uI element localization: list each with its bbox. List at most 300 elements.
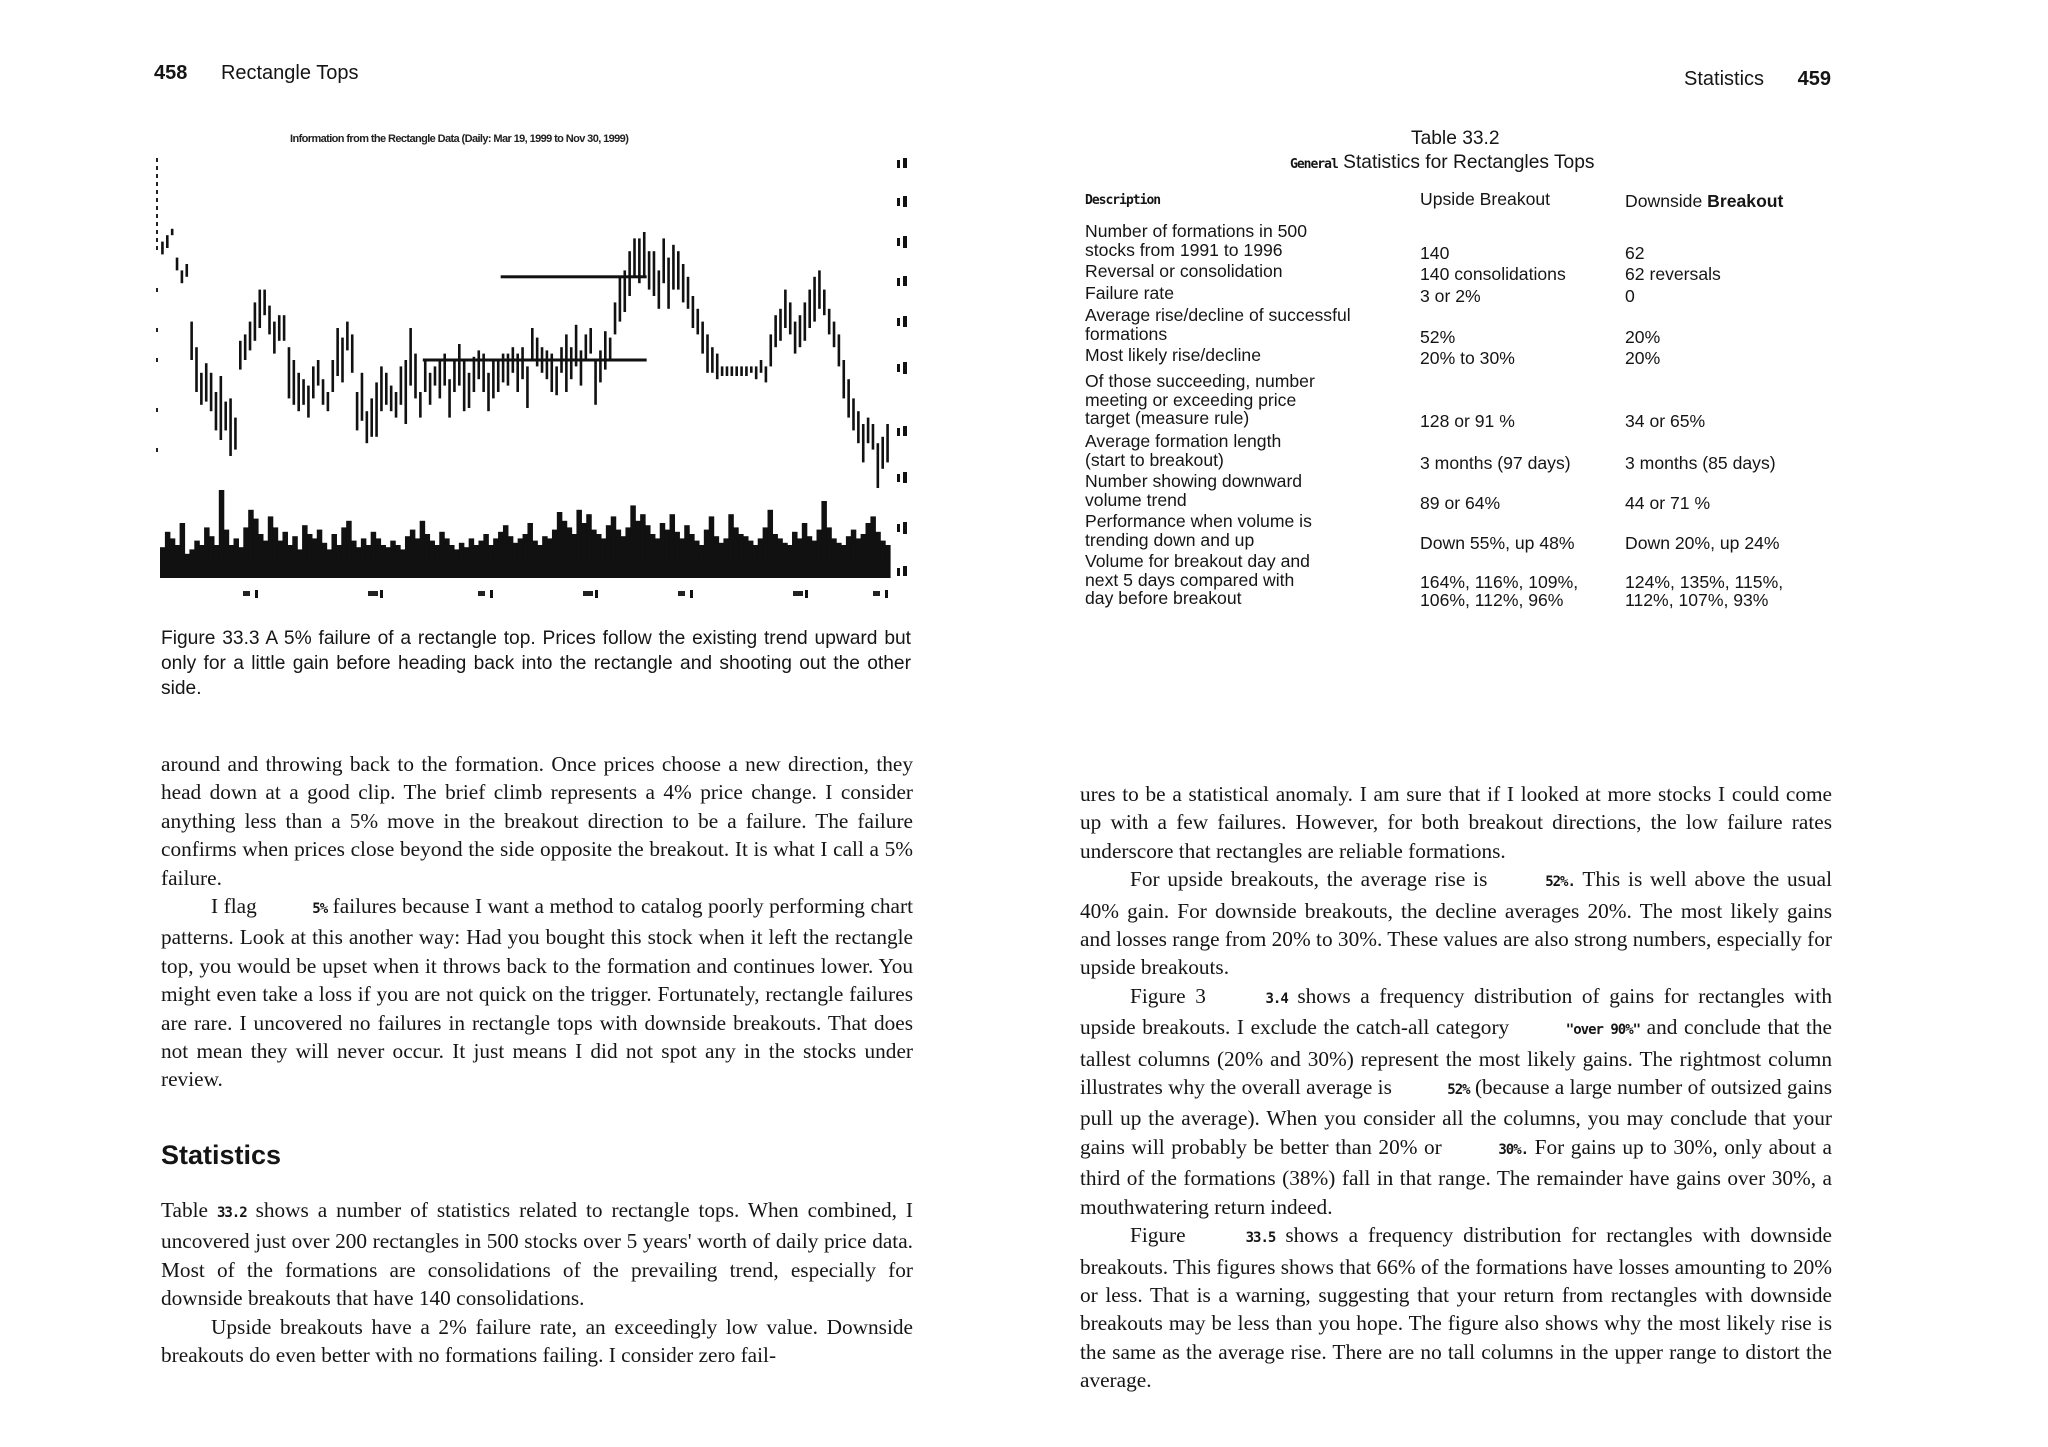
upside-value: 52%: [1420, 326, 1456, 347]
text-segment: (because a large number of outsized gains pull up the average). When you consider all the columns, you may conclude that your gains will probably be better than 20% or: [1080, 1075, 1832, 1159]
price-bar: [395, 392, 398, 418]
right-tick: [897, 238, 900, 246]
price-bar: [852, 398, 855, 430]
right-tick: [897, 318, 900, 326]
downside-value: 34 or 65%: [1625, 411, 1706, 431]
price-bar: [356, 392, 359, 430]
right-tick-label: [903, 196, 907, 207]
right-tick-label: [903, 316, 907, 327]
price-bar: [370, 398, 373, 436]
price-bar: [283, 315, 286, 341]
row-label-line: day before breakout: [1085, 588, 1242, 608]
left-tick: [156, 288, 158, 292]
price-bar: [458, 344, 461, 386]
right-tick: [897, 568, 900, 576]
upside-value: 128 or 91 %: [1420, 411, 1515, 431]
price-bar: [740, 366, 743, 376]
price-bar: [249, 322, 252, 351]
price-bar: [224, 402, 227, 431]
price-bar: [258, 290, 261, 328]
smudged-text: 30%.: [1498, 1141, 1529, 1158]
price-bar: [823, 290, 826, 316]
col-header-description: Description: [1085, 193, 1161, 208]
price-bar: [701, 322, 704, 354]
price-bar: [409, 328, 412, 386]
text-segment: For upside breakouts, the average rise is: [1130, 867, 1488, 892]
price-bar: [346, 322, 349, 351]
row-label-line: formations: [1085, 323, 1168, 344]
left-running-title: Rectangle Tops: [220, 62, 359, 84]
right-tick: [897, 474, 900, 482]
upside-value: 20% to 30%: [1420, 348, 1515, 368]
left-page-number: 458: [154, 62, 188, 84]
row-label-line: Reversal or consolidation: [1085, 261, 1283, 281]
date-tick: [690, 590, 693, 598]
paragraph-anomaly: ures to be a statistical anomaly. I am sure that if I looked at more stocks I could come up with a few failures. However, for both breakout directions, the low failure rates underscore that rectangles are reliable formations.: [1080, 782, 1832, 863]
upside-value: 3 or 2%: [1420, 286, 1481, 306]
upside-value: 106%, 112%, 96%: [1420, 590, 1564, 610]
price-bar: [317, 360, 320, 386]
price-bar: [380, 366, 383, 411]
date-tick: [805, 590, 808, 598]
smudged-text: 52%.: [1545, 874, 1575, 891]
table-subtitle: [1290, 152, 1594, 174]
price-bar: [448, 379, 451, 417]
price-bar: [842, 360, 845, 398]
price-bar: [366, 411, 369, 443]
price-bar: [614, 302, 617, 334]
price-bar: [833, 322, 836, 348]
price-bar: [643, 232, 646, 277]
price-bar: [658, 270, 661, 308]
price-bar: [312, 366, 315, 398]
right-page-number: 459: [1797, 68, 1831, 90]
date-tick: [380, 590, 383, 598]
col-header-downside-bold: Breakout: [1707, 191, 1784, 211]
price-bar: [521, 347, 524, 379]
downside-value: 20%: [1625, 348, 1661, 368]
left-tick: [156, 174, 158, 178]
price-bar: [492, 360, 495, 398]
row-label-line: next 5 days compared with: [1085, 569, 1295, 590]
date-tick-label: [678, 591, 685, 596]
price-bar: [604, 331, 607, 369]
price-bar: [351, 334, 354, 372]
downside-value: 44 or 71 %: [1625, 492, 1711, 513]
price-bar: [609, 338, 612, 360]
chart-header: Information from the Rectangle Data (Daily: Mar 19, 1999 to Nov 30, 1999): [290, 133, 629, 145]
price-bar: [716, 354, 719, 380]
price-bar: [589, 328, 592, 354]
price-bar: [502, 354, 505, 383]
price-bar: [375, 382, 378, 436]
price-bar: [818, 270, 821, 308]
downside-value: 0: [1625, 286, 1635, 306]
row-label-line: Volume for breakout day and: [1085, 551, 1310, 571]
price-bar: [200, 373, 203, 405]
figure-33-3: [145, 128, 920, 598]
price-bar: [307, 386, 310, 418]
price-bar: [580, 350, 583, 385]
right-body: [1080, 780, 1832, 1395]
price-bar: [550, 354, 553, 392]
price-bar: [745, 366, 748, 376]
date-tick-label: [243, 591, 250, 596]
left-tick: [156, 166, 158, 170]
price-bar: [541, 347, 544, 373]
price-bar: [799, 315, 802, 347]
date-tick-label: [478, 591, 485, 596]
downside-value: 3 months (85 days): [1625, 452, 1776, 473]
price-bar: [414, 354, 417, 399]
downside-value: 62: [1625, 242, 1645, 263]
smudged-text: 3.4: [1265, 990, 1288, 1007]
right-tick-label: [903, 158, 907, 168]
text-segment: For gains up to 30%, only about a third of the formations (38%) fall in that range. The remainder have gains over 30%, a mouthwatering return indeed.: [1080, 1134, 1833, 1219]
price-bar: [623, 270, 626, 312]
row-label-line: Number showing downward: [1085, 471, 1303, 491]
right-running-title: Statistics: [1684, 68, 1765, 90]
left-tick: [156, 358, 158, 362]
price-bar: [210, 373, 213, 411]
right-running-head: [1684, 68, 1831, 91]
price-bar: [507, 354, 510, 386]
row-label-line: Performance when volume is: [1085, 511, 1312, 531]
price-bar: [847, 379, 850, 417]
price-bar: [419, 392, 422, 418]
price-bar: [565, 334, 568, 392]
left-tick: [156, 238, 158, 242]
row-label-line: Number of formations in 500: [1085, 221, 1307, 241]
col-header-downside: [1625, 190, 1783, 213]
date-tick: [595, 590, 598, 598]
row-label-line: Average rise/decline of successful: [1085, 305, 1351, 325]
row-label-line: trending down and up: [1085, 529, 1255, 550]
price-bar: [263, 290, 266, 316]
price-bar: [672, 245, 675, 290]
price-bar: [677, 251, 680, 289]
price-bar: [628, 251, 631, 296]
row-label-line: Of those succeeding, number: [1085, 371, 1315, 391]
text-segment: Figure: [1130, 1223, 1186, 1248]
price-bar: [682, 264, 685, 302]
price-bar: [711, 347, 714, 373]
text-segment: This is well above the usual 40% gain. For downside breakouts, the decline averages 20%. The most likely gains and losses range from 20% to 30%. These values are also strong numbers, especially for upside breakouts.: [1080, 867, 1832, 980]
price-bar: [424, 360, 427, 392]
right-tick: [897, 524, 900, 532]
price-bar: [516, 354, 519, 392]
price-bar: [765, 366, 768, 382]
price-bar: [687, 277, 690, 309]
right-tick-label: [903, 276, 907, 286]
price-bar: [161, 242, 164, 255]
right-tick-label: [903, 522, 907, 534]
price-bar: [497, 360, 500, 392]
date-tick: [255, 590, 258, 598]
price-bar: [560, 347, 563, 373]
price-bar: [220, 376, 223, 440]
price-bar: [171, 229, 174, 235]
price-bar: [575, 325, 578, 367]
price-bar: [205, 363, 208, 401]
text-segment: shows a frequency distribution of gains for rectangles with upside breakouts. I exclude the catch-all category: [1080, 983, 1832, 1040]
price-bar: [804, 302, 807, 340]
right-tick-label: [903, 362, 907, 374]
price-bar: [886, 424, 889, 462]
right-axis-ticks: [897, 158, 907, 576]
price-bars: [161, 229, 889, 488]
left-tick: [156, 448, 158, 452]
paragraph-table-intro: [161, 1196, 913, 1313]
upside-value: 164%, 116%, 109%,: [1420, 571, 1579, 592]
volume-bars: [160, 490, 891, 578]
price-bar: [468, 373, 471, 408]
price-bar: [619, 277, 622, 322]
text-segment: shows a number of statistics related to rectangle tops. When combined, I uncovered just over 200 rectangles in 500 stocks over 5 years' worth of daily price data. Most of the formations are consolidations of the prevailing trend, especially for downside breakouts that have 140 consolidations.: [161, 1198, 913, 1311]
left-axis-ticks: [156, 158, 158, 452]
row-label-line: volume trend: [1085, 489, 1187, 510]
row-label-line: target (measure rule): [1085, 408, 1250, 428]
price-bar: [555, 366, 558, 395]
price-bar: [653, 251, 656, 296]
price-bar: [877, 443, 880, 488]
subtitle-text: Statistics for Rectangles Tops: [1343, 152, 1595, 173]
col-header-upside: Upside Breakout: [1420, 189, 1551, 209]
paragraph-upside-rise: [1080, 865, 1832, 982]
price-bar: [254, 302, 257, 340]
price-bar: [813, 277, 816, 322]
price-bar: [731, 366, 734, 376]
price-bar: [784, 290, 787, 328]
price-bar: [181, 270, 184, 283]
left-body-bottom: [161, 1196, 913, 1369]
left-tick: [156, 328, 158, 332]
price-bar: [526, 366, 529, 408]
price-bar: [735, 366, 738, 376]
left-tick: [156, 158, 158, 162]
price-bar: [390, 386, 393, 412]
price-bar: [473, 357, 476, 392]
price-bar: [760, 360, 763, 373]
price-bar: [195, 347, 198, 392]
left-body-top: [161, 750, 913, 1094]
price-bar: [482, 354, 485, 392]
date-tick: [490, 590, 493, 598]
price-bar: [439, 360, 442, 398]
price-bar: [648, 251, 651, 289]
price-bar: [867, 418, 870, 444]
paragraph-frequency-upside: [1080, 982, 1832, 1221]
section-heading-statistics: Statistics: [161, 1140, 282, 1170]
price-bar: [434, 366, 437, 385]
smudged-text: 5%: [312, 901, 328, 918]
price-bar: [176, 258, 179, 271]
right-tick: [897, 160, 900, 168]
left-tick: [156, 182, 158, 186]
price-bar: [385, 373, 388, 405]
volume-baseline-band: [160, 564, 890, 578]
figure-caption: Figure 33.3 A 5% failure of a rectangle top. Prices follow the existing trend upward but only for a little gain before heading back into the rectangle and shooting out the other side.: [161, 628, 911, 699]
right-tick-label: [903, 426, 907, 436]
price-bar: [166, 235, 169, 248]
price-bar: [487, 373, 490, 411]
text-segment: shows a frequency distribution for rectangles with downside breakouts. This figures shows that 66% of the formations have losses amounting to 20% or less. That is a warning, suggesting that your return from rectangles with downside breakouts may be less than you hope. The figure also shows why the most likely rise is the same as the average rise. There are no tall columns in the upper range to distort the average.: [1080, 1223, 1832, 1393]
row-label-line: meeting or exceeding price: [1085, 389, 1297, 410]
rectangle-bottom-line: [423, 359, 647, 362]
price-bar: [838, 334, 841, 366]
left-tick: [156, 190, 158, 194]
price-bar: [881, 437, 884, 469]
left-running-head: [154, 62, 358, 85]
price-bar: [862, 424, 865, 462]
price-bar: [322, 379, 325, 405]
price-bar: [872, 424, 875, 450]
row-label-line: Average formation length: [1085, 431, 1282, 451]
downside-value: Down 20%, up 24%: [1625, 532, 1780, 553]
price-bar: [443, 354, 446, 386]
upside-value: Down 55%, up 48%: [1420, 532, 1575, 553]
smudged-text: 52%: [1447, 1082, 1470, 1099]
downside-value: 124%, 135%, 115%,: [1625, 571, 1784, 592]
price-bar: [794, 322, 797, 354]
smudged-text: General: [1290, 157, 1338, 172]
paragraph-failure-rate: Upside breakouts have a 2% failure rate, an exceedingly low value. Downside breakouts do even better with no formations failing. I consider zero fail-: [161, 1314, 913, 1368]
price-bar: [404, 360, 407, 424]
upside-value: 3 months (97 days): [1420, 452, 1571, 473]
price-bar: [594, 360, 597, 405]
upside-value: 140 consolidations: [1420, 264, 1566, 284]
price-bar: [585, 334, 588, 360]
price-bar: [512, 347, 515, 373]
paragraph-throwback: around and throwing back to the formation. Once prices choose a new direction, they head down at a good clip. The brief climb represents a 4% price change. I consider anything less than a 5% move in the breakout direction to be a failure. The failure confirms when prices close beyond the side opposite the breakout. It is what I call a 5% failure.: [161, 752, 913, 890]
price-bar: [453, 360, 456, 392]
price-bar: [779, 309, 782, 341]
price-bar: [229, 398, 232, 456]
price-bar: [429, 373, 432, 405]
price-bar: [293, 360, 296, 405]
price-bar: [599, 350, 602, 382]
date-tick-label: [583, 591, 593, 596]
price-bar: [662, 238, 665, 283]
smudged-text: "over 90%": [1565, 1022, 1641, 1039]
left-tick: [156, 246, 158, 250]
stats-table-grid: [1075, 190, 1935, 730]
date-tick-label: [368, 591, 378, 596]
price-bar: [336, 328, 339, 376]
right-tick-label: [903, 566, 907, 576]
price-bar: [536, 338, 539, 367]
table-33-2: [1075, 128, 1935, 728]
price-bar: [278, 315, 281, 341]
price-bar: [297, 373, 300, 411]
text-segment: and conclude that the tallest columns (20% and 30%) represent the most likely gains. The rightmost column illustrates why the overall average is: [1080, 1015, 1832, 1100]
price-bar: [331, 360, 334, 392]
left-tick: [156, 408, 158, 412]
left-tick: [156, 230, 158, 234]
price-bar: [234, 418, 237, 450]
row-label-line: stocks from 1991 to 1996: [1085, 239, 1283, 260]
price-bar: [638, 238, 641, 283]
row-label-line: (start to breakout): [1085, 449, 1224, 470]
price-bar: [190, 322, 193, 360]
price-bar: [570, 347, 573, 379]
price-bar: [750, 366, 753, 372]
right-tick-label: [903, 236, 907, 248]
downside-value: 112%, 107%, 93%: [1625, 590, 1769, 610]
price-bar: [463, 360, 466, 411]
upside-value: 89 or 64%: [1420, 492, 1501, 513]
price-bar: [696, 309, 699, 335]
left-tick: [156, 214, 158, 218]
right-tick: [897, 428, 900, 436]
left-tick: [156, 222, 158, 226]
price-bar: [268, 306, 271, 335]
right-tick-label: [903, 472, 907, 483]
left-tick: [156, 198, 158, 202]
paragraph-frequency-downside: [1080, 1221, 1832, 1394]
upside-value: 140: [1420, 242, 1450, 263]
right-tick: [897, 364, 900, 372]
price-bar: [288, 347, 291, 398]
text-segment: I flag: [211, 894, 257, 919]
price-bar: [828, 309, 831, 335]
price-bar: [327, 392, 330, 411]
text-segment: Table: [161, 1198, 208, 1222]
price-bar: [400, 366, 403, 404]
price-bar: [667, 258, 670, 309]
price-volume-chart: [145, 128, 920, 598]
price-bar: [721, 366, 724, 376]
right-tick: [897, 278, 900, 286]
price-bar: [706, 334, 709, 372]
date-tick-label: [793, 591, 803, 596]
price-bar: [789, 302, 792, 334]
price-bar: [774, 315, 777, 347]
price-bar: [244, 334, 247, 360]
price-bar: [302, 379, 305, 405]
smudged-text: 33.2: [216, 1205, 247, 1221]
price-bar: [546, 350, 549, 379]
price-bar: [769, 334, 772, 366]
downside-value: 62 reversals: [1625, 264, 1721, 284]
rectangle-boundary-lines: [423, 275, 647, 361]
price-bar: [273, 322, 276, 354]
price-bar: [755, 366, 758, 379]
right-tick: [897, 198, 900, 206]
price-bar: [692, 296, 695, 328]
price-bar: [531, 328, 534, 360]
paragraph-failures: [161, 892, 913, 1094]
price-bar: [361, 373, 364, 421]
price-bar: [477, 350, 480, 379]
price-bar: [185, 264, 188, 277]
price-bar: [633, 238, 636, 276]
date-axis-ticks: [243, 590, 888, 598]
price-bar: [808, 290, 811, 328]
date-tick-label: [873, 591, 880, 596]
price-bar: [341, 338, 344, 383]
price-bar: [857, 411, 860, 443]
row-label-line: Most likely rise/decline: [1085, 345, 1261, 365]
price-bar: [726, 366, 729, 376]
date-tick: [885, 590, 888, 598]
price-bar: [215, 392, 218, 430]
downside-value: 20%: [1625, 326, 1661, 347]
text-segment: Figure 3: [1130, 983, 1206, 1008]
row-label-line: Failure rate: [1085, 283, 1174, 303]
smudged-text: 33.5: [1245, 1230, 1276, 1247]
left-tick: [156, 206, 158, 210]
